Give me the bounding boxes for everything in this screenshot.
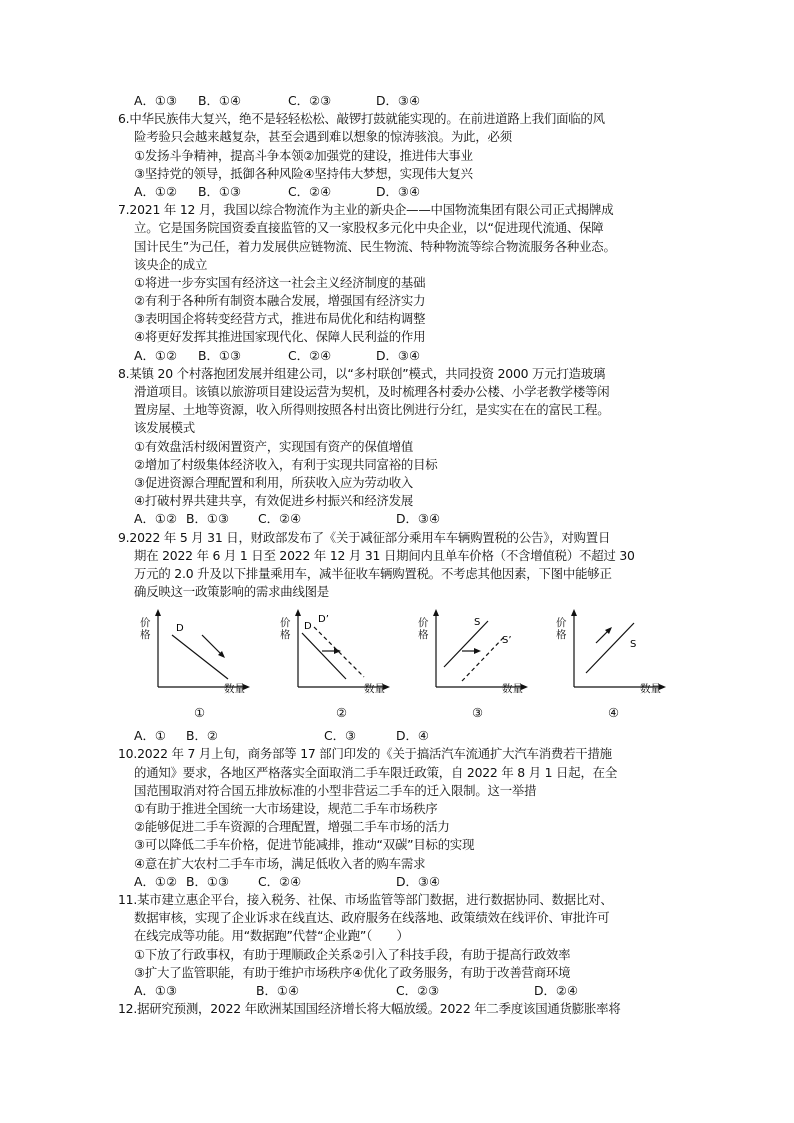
curve-label-s: S bbox=[630, 639, 637, 651]
q7-stem-line: 该央企的成立 bbox=[134, 256, 208, 272]
x-axis-label-graph-1: 数量 bbox=[224, 683, 245, 696]
y-axis-label-graph-1: 价格 bbox=[140, 617, 151, 642]
q8-options bbox=[118, 510, 680, 528]
q8-option-b: B．①③ bbox=[186, 511, 230, 527]
q10-option-d: D．③④ bbox=[396, 873, 441, 889]
q9-stem-line: 9.2022 年 5 月 31 日，财政部发布了《关于减征部分乘用车车辆购置税的公告》，对购置日 bbox=[118, 529, 611, 545]
q11-option-c: C．②③ bbox=[396, 982, 440, 998]
question-8 bbox=[118, 365, 680, 529]
graph-label-3: ③ bbox=[472, 705, 484, 721]
q11-stem-line: 11.某市建立惠企平台，接入税务、社保、市场监管等部门数据，进行数据协同、数据比对、 bbox=[118, 891, 613, 907]
q11-option-b: B．①④ bbox=[256, 982, 300, 998]
q7-item: ④将更好发挥其推进国家现代化、保障人民利益的作用 bbox=[134, 329, 426, 345]
q9-option-d: D．④ bbox=[396, 728, 430, 744]
q9-graphs bbox=[118, 607, 680, 727]
q10-item: ①有助于推进全国统一大市场建设，规范二手车市场秩序 bbox=[134, 801, 438, 816]
q9-option-b: B．② bbox=[186, 728, 218, 744]
q11-option-d: D．②④ bbox=[534, 982, 579, 998]
q9-stem-line: 万元的 2.0 升及以下排量乘用车，减半征收车辆购置税。不考虑其他因素，下图中能够正 bbox=[134, 565, 612, 581]
q8-item: ③促进资源合理配置和利用，所获收入应为劳动收入 bbox=[134, 474, 414, 490]
question-6 bbox=[118, 110, 680, 201]
exam-page bbox=[118, 92, 680, 1018]
q7-option-a: A．①② bbox=[134, 347, 178, 363]
q10-item: ②能够促进二手车资源的合理配置，增强二手车市场的活力 bbox=[134, 819, 450, 835]
y-axis-label-graph-3: 价格 bbox=[418, 617, 429, 642]
q8-item: ④打破村界共建共享，有效促进乡村振兴和经济发展 bbox=[134, 493, 414, 509]
q6-stem-line: 6.中华民族伟大复兴，绝不是轻轻松松、敲锣打鼓就能实现的。在前进道路上我们面临的风 bbox=[118, 111, 605, 127]
q5-option-a: A．①③ bbox=[134, 93, 178, 108]
question-10 bbox=[118, 745, 680, 891]
q11-stem-line: 数据审核，实现了企业诉求在线直达、政府服务在线落地、政策绩效在线评价、审批许可 bbox=[134, 910, 610, 926]
q6-item: ③坚持党的领导，抵御各种风险④坚持伟大梦想，实现伟大复兴 bbox=[134, 165, 473, 181]
q10-stem-line: 10.2022 年 7 月上旬，商务部等 17 部门印发的《关于搞活汽车流通扩大汽车消费若干措施 bbox=[118, 746, 612, 762]
question-11 bbox=[118, 891, 680, 1000]
q5-options bbox=[118, 92, 680, 110]
q8-stem-line: 该发展模式 bbox=[134, 420, 195, 436]
q5-option-d: D．③④ bbox=[376, 93, 421, 108]
x-axis-label-graph-3: 数量 bbox=[502, 683, 523, 696]
q10-option-c: C．②④ bbox=[258, 873, 302, 889]
y-arrow bbox=[155, 609, 161, 616]
q8-option-a: A．①② bbox=[134, 511, 178, 527]
shift-arrow bbox=[596, 631, 608, 643]
q8-stem-line: 8.某镇 20 个村落抱团发展并组建公司，以“多村联创”模式，共同投资 2000 万元打造玻璃 bbox=[118, 365, 606, 381]
q10-options bbox=[118, 873, 680, 891]
q10-stem-line: 国范围取消对符合国五排放标准的小型非营运二手车的迁入限制。这一举措 bbox=[134, 782, 537, 798]
q8-item: ②增加了村级集体经济收入，有利于实现共同富裕的目标 bbox=[134, 456, 438, 472]
q6-stem-line: 险考验只会越来越复杂，甚至会遇到难以想象的惊涛骇浪。为此，必须 bbox=[134, 129, 512, 145]
q9-stem-line: 确反映这一政策影响的需求曲线图是 bbox=[134, 584, 330, 600]
q10-option-b: B．①③ bbox=[186, 873, 230, 889]
q10-stem-line: 的通知》要求，各地区严格落实全面取消二手车限迁政策，自 2022 年 8 月 1 日起，在全 bbox=[134, 764, 618, 780]
q12-stem-line: 12.据研究预测，2022 年欧洲某国国经济增长将大幅放缓。2022 年二季度该国通货膨胀率将 bbox=[118, 1001, 621, 1017]
y-axis-label-graph-2: 价格 bbox=[280, 617, 291, 642]
question-7 bbox=[118, 201, 680, 365]
q9-stem-line: 期在 2022 年 6 月 1 日至 2022 年 12 月 31 日期间内且单车价格（不含增值税）不超过 30 bbox=[134, 547, 635, 563]
graph-label-2: ② bbox=[336, 705, 348, 721]
q10-item: ④意在扩大农村二手车市场，满足低收入者的购车需求 bbox=[134, 855, 426, 871]
curve-label-d: D bbox=[176, 623, 184, 635]
x-axis-label-graph-2: 数量 bbox=[364, 683, 385, 696]
q8-stem-line: 置房屋、土地等资源，收入所得则按照各村出资比例进行分红，是实实在在的富民工程。 bbox=[134, 402, 610, 418]
demand-curve bbox=[172, 635, 228, 679]
q7-item: ③表明国企将转变经营方式，推进布局优化和结构调整 bbox=[134, 311, 426, 327]
q7-option-d: D．③④ bbox=[376, 347, 421, 363]
q11-options bbox=[118, 982, 680, 1000]
q5-option-c: C．②③ bbox=[288, 93, 332, 108]
shifted-demand-curve bbox=[314, 627, 364, 677]
graph-label-4: ④ bbox=[608, 705, 620, 721]
q5-option-b: B．①④ bbox=[198, 93, 242, 108]
q9-option-c: C．③ bbox=[324, 728, 357, 744]
q7-option-b: B．①③ bbox=[198, 347, 242, 363]
q7-stem-line: 立。它是国务院国资委直接监管的又一家股权多元化中央企业，以“促进现代流通、保障 bbox=[134, 220, 604, 236]
q11-item: ③扩大了监管职能，有助于维护市场秩序④优化了政务服务，有助于改善营商环境 bbox=[134, 964, 571, 980]
q7-stem-line: 国计民生”为己任，着力发展供应链物流、民生物流、特种物流等综合物流服务各种业态。 bbox=[134, 238, 616, 254]
q6-options bbox=[118, 183, 680, 201]
q6-item: ①发扬斗争精神，提高斗争本领②加强党的建设，推进伟大事业 bbox=[134, 147, 473, 163]
curve-label-s-prime: S’ bbox=[502, 635, 512, 647]
q7-stem-line: 7.2021 年 12 月，我国以综合物流作为主业的新央企——中国物流集团有限公司正式揭牌成 bbox=[118, 202, 614, 218]
q7-option-c: C．②④ bbox=[288, 347, 332, 363]
curve-label-s: S bbox=[474, 617, 481, 629]
shift-arrow bbox=[202, 635, 222, 655]
question-12 bbox=[118, 1000, 680, 1018]
y-arrow bbox=[295, 609, 301, 616]
q11-stem-line: 在线完成等功能。用“数据跑”代替“企业跑”（ ） bbox=[134, 928, 409, 944]
y-axis-label-graph-4: 价格 bbox=[556, 617, 567, 642]
q9-option-a: A．① bbox=[134, 728, 166, 744]
q10-item: ③可以降低二手车价格，促进节能减排，推动“双碳”目标的实现 bbox=[134, 837, 475, 853]
q8-option-d: D．③④ bbox=[396, 511, 441, 527]
graph-label-1: ① bbox=[194, 705, 206, 721]
x-axis-label-graph-4: 数量 bbox=[640, 683, 661, 696]
q10-option-a: A．①② bbox=[134, 873, 178, 889]
q7-options bbox=[118, 347, 680, 365]
q8-stem-line: 滑道项目。该镇以旅游项目建设运营为契机，及时梳理各村委办公楼、小学老教学楼等闲 bbox=[134, 384, 610, 399]
curve-label-d-prime: D’ bbox=[318, 614, 329, 626]
q8-option-c: C．②④ bbox=[258, 511, 302, 527]
shift-arrow-head bbox=[474, 648, 481, 654]
q8-item: ①有效盘活村级闲置资产，实现国有资产的保值增值 bbox=[134, 438, 414, 454]
q6-option-d: D．③④ bbox=[376, 183, 421, 199]
q11-item: ①下放了行政事权，有助于理顺政企关系②引入了科技手段，有助于提高行政效率 bbox=[134, 946, 571, 962]
y-arrow bbox=[433, 609, 439, 616]
q11-option-a: A．①③ bbox=[134, 982, 178, 998]
q7-item: ①将进一步夯实国有经济这一社会主义经济制度的基础 bbox=[134, 274, 426, 290]
q6-option-b: B．①③ bbox=[198, 183, 242, 199]
q9-options bbox=[118, 727, 680, 745]
q6-option-c: C．②④ bbox=[288, 183, 332, 199]
question-9 bbox=[118, 529, 680, 746]
q6-option-a: A．①② bbox=[134, 183, 178, 199]
shifted-supply-curve bbox=[462, 637, 504, 681]
q7-item: ②有利于各种所有制资本融合发展，增强国有经济实力 bbox=[134, 293, 426, 309]
demand-curve bbox=[302, 633, 346, 679]
curve-label-d: D bbox=[304, 621, 312, 633]
y-arrow bbox=[571, 609, 577, 616]
